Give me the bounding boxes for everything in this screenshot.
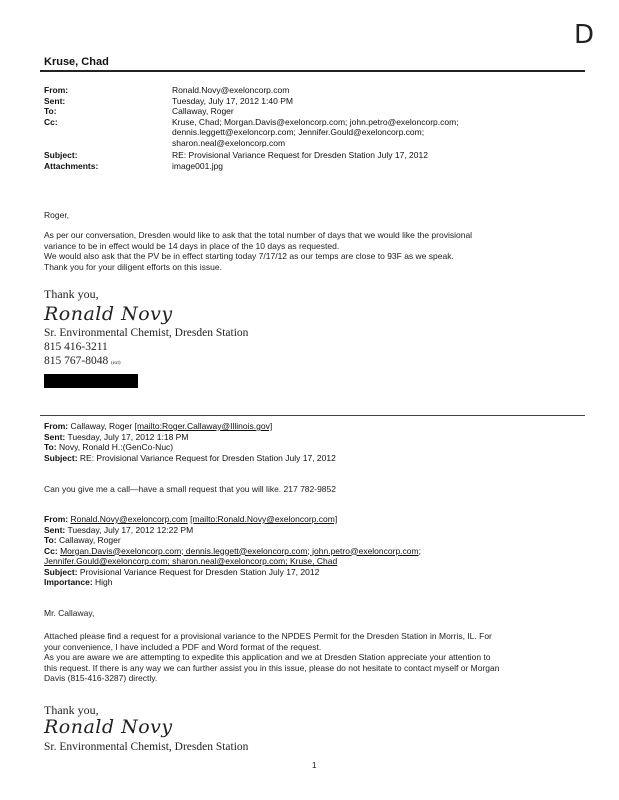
email3-body-line: As you are aware we are attempting to expedite this application and we at Dresden Station appreciate your attention to [44,652,491,662]
email1-body-line: Thank you for your diligent efforts on this issue. [44,261,222,272]
email1-from-value: Ronald.Novy@exeloncorp.com [172,85,290,95]
email3-salutation: Mr. Callaway, [44,608,95,618]
email1-sig-block [44,326,248,371]
email3-title: Sr. Environmental Chemist, Dresden Station [44,741,249,753]
email1-sig-ext: (ext) [111,361,121,366]
email1-body [44,230,584,272]
email2-from-value: Callaway, Roger [70,421,133,431]
email3-body-line: Davis (815-416-3287) directly. [44,673,158,683]
email2-body: Can you give me a call—have a small request that you will like. 217 782-9852 [44,484,336,494]
email2-subject-row [44,453,584,464]
email1-subject-key: Subject: [44,150,78,160]
email1-sig-title: Sr. Environmental Chemist, Dresden Station [44,327,249,339]
email1-to-value: Callaway, Roger [172,106,234,116]
email1-cc-value-2: dennis.leggett@exeloncorp.com; Jennifer.Gould@exeloncorp.com; [172,127,425,137]
email3-importance-key: Importance: [44,577,93,587]
email3-subject-row [44,567,584,578]
email3-from-key: From: [44,514,69,524]
email3-subject-value: Provisional Variance Request for Dresden Station July 17, 2012 [79,566,320,577]
email1-attachments-value: image001.jpg [172,160,224,171]
email3-header [44,514,584,588]
email2-subject-key: Subject: [44,452,78,463]
email1-body-line: As per our conversation, Dresden would like to ask that the total number of days that we would like the provisional [44,230,473,240]
email3-body-line: your convenience, I have included a PDF and Word format of the request. [44,641,322,652]
email2-from-row [44,421,584,432]
redaction-box [44,374,138,388]
email3-body-line: Attached please find a request for a provisional variance to the NPDES Permit for the Dresden Station in Morris, IL. For [44,631,492,641]
email3-to-row [44,535,584,546]
email3-body-line: this request. If there is any way we can further assist you in this issue, please do not hesitate to contact myself or Morgan [44,662,500,673]
email3-subject-key: Subject: [44,566,78,577]
email3-from-row [44,514,584,525]
email3-cc-value-2[interactable]: Jennifer.Gould@exeloncorp.com; sharon.neal@exeloncorp.com; Kruse, Chad [44,556,338,566]
email2-subject-value: RE: Provisional Variance Request for Dresden Station July 17, 2012 [79,452,336,463]
corner-mark: D [574,20,595,50]
email2-to-key: To: [44,442,57,452]
email1-to-key: To: [44,106,57,116]
email2-header [44,421,584,463]
email3-sent-row [44,525,584,536]
email3-closing: Thank you, [44,703,99,717]
email1-cc-key: Cc: [44,116,58,127]
email3-cc-value-1[interactable]: Morgan.Davis@exeloncorp.com; dennis.leggett@exeloncorp.com; john.petro@exeloncorp.com; [60,545,421,556]
email1-sent-key: Sent: [44,95,66,106]
email1-attachments-key: Attachments: [44,160,99,171]
email3-importance-value: High [95,577,113,587]
email2-from-key: From: [44,421,69,431]
email1-closing: Thank you, [44,287,99,301]
email1-subject-value: RE: Provisional Variance Request for Dresden Station July 17, 2012 [172,150,428,160]
email3-from-value[interactable]: Ronald.Novy@exeloncorp.com [70,514,188,524]
email3-cc-key: Cc: [44,545,58,556]
email1-sig-phone2: 815 767-8048 [44,355,109,367]
email2-separator [40,415,585,416]
email3-sent-value: Tuesday, July 17, 2012 12:22 PM [67,524,194,535]
email1-signature: Ronald Novy [44,303,173,325]
email1-cc-value-3: sharon.neal@exeloncorp.com [172,137,286,148]
email1-salutation: Roger, [44,210,70,220]
email1-header [0,85,619,175]
email3-to-value: Callaway, Roger [58,535,121,545]
email3-signature: Ronald Novy [44,716,173,738]
email3-from-mailto[interactable]: [mailto:Ronald.Novy@exeloncorp.com] [190,514,338,524]
email1-from-key: From: [44,85,69,95]
email2-sent-value: Tuesday, July 17, 2012 1:18 PM [67,431,189,442]
email2-to-value: Novy, Ronald H.:(GenCo-Nuc) [58,442,174,452]
email2-to-row [44,442,584,453]
email1-body-line: variance to be in effect would be 14 days in place of the 10 days as requested. [44,240,340,251]
header-rule [40,70,585,72]
email3-importance-row [44,577,584,588]
email2-from-mailto[interactable]: [mailto:Roger.Callaway@Illinois.gov] [134,421,273,431]
email2-sent-key: Sent: [44,431,66,442]
email3-to-key: To: [44,535,57,545]
email1-body-line: We would also ask that the PV be in effect starting today 7/17/12 as our temps are close to 93F as we speak. [44,251,454,261]
email1-sig-phone2-row [44,354,248,371]
email2-sent-row [44,432,584,443]
email1-cc-value-1: Kruse, Chad; Morgan.Davis@exeloncorp.com; john.petro@exeloncorp.com; [172,116,459,127]
email3-cc-row-2 [44,556,584,567]
email3-sent-key: Sent: [44,524,66,535]
page-number: 1 [312,761,317,770]
email1-sent-value: Tuesday, July 17, 2012 1:40 PM [172,95,293,106]
page-header-name: Kruse, Chad [44,56,109,68]
email1-sig-phone1: 815 416-3211 [44,341,108,353]
email3-body [44,631,584,684]
email3-cc-row [44,546,584,557]
